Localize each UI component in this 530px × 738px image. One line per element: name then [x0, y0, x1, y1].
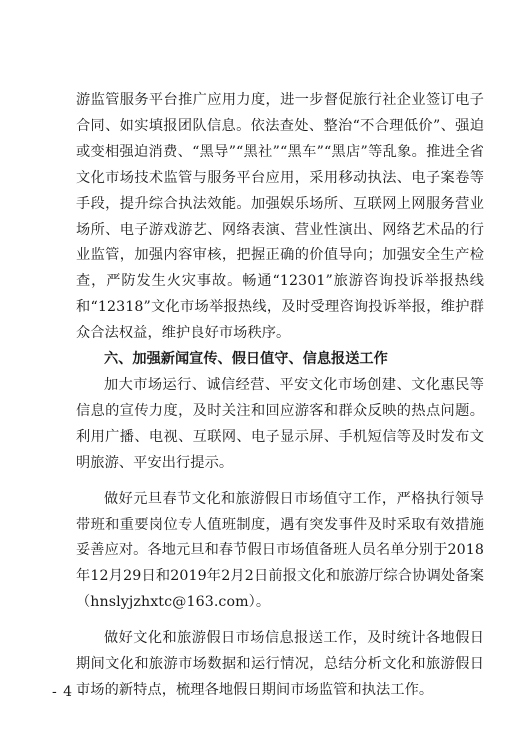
- paragraph-publicity: 加大市场运行、诚信经营、平安文化市场创建、文化惠民等信息的宣传力度，及时关注和回应游客和群众反映的热点问题。利用广播、电视、互联网、电子显示屏、手机短信等及时发布文明旅游、平安出行提示。: [76, 376, 484, 471]
- section-heading-six: 六、加强新闻宣传、假日值守、信息报送工作: [104, 351, 388, 368]
- paragraph-info-reporting: 做好文化和旅游假日市场信息报送工作，及时统计各地假日期间文化和旅游市场数据和运行情况，总结分析文化和旅游假日市场的新特点，梳理各地假日期间市场监管和执法工作。: [76, 630, 484, 698]
- page-number: - 4 -: [52, 684, 85, 700]
- paragraph-market-supervision: 游监管服务平台推广应用力度，进一步督促旅行社企业签订电子合同、如实填报团队信息。依法查处、整治“不合理低价”、强迫或变相强迫消费、“黑导”“黑社”“黑车”“黑店”等乱象。推进全省文化市场技术监管与服务平台应用，采用移动执法、电子案卷等手段，提升综合执法效能。加强娱乐场所、互联网上网服务营业场所、电子游戏游艺、网络表演、营业性演出、网络艺术品的行业监管，加强内容审核，把握正确的价值导向；加强安全生产检查，严防发生火灾事故。畅通“12301”旅游咨询投诉举报热线和“12318”文化市场举报热线，及时受理咨询投诉举报，维护群众合法权益，维护良好市场秩序。: [76, 92, 484, 342]
- document-body: [76, 88, 484, 704]
- paragraph-holiday-duty: 做好元旦春节文化和旅游假日市场值守工作，严格执行领导带班和重要岗位专人值班制度，遇有突发事件及时采取有效措施妥善应对。各地元旦和春节假日市场值备班人员名单分别于2018年12月29日和2019年2月2日前报文化和旅游厅综合协调处备案（hnslyjzhxtc@163.com）。: [76, 490, 484, 611]
